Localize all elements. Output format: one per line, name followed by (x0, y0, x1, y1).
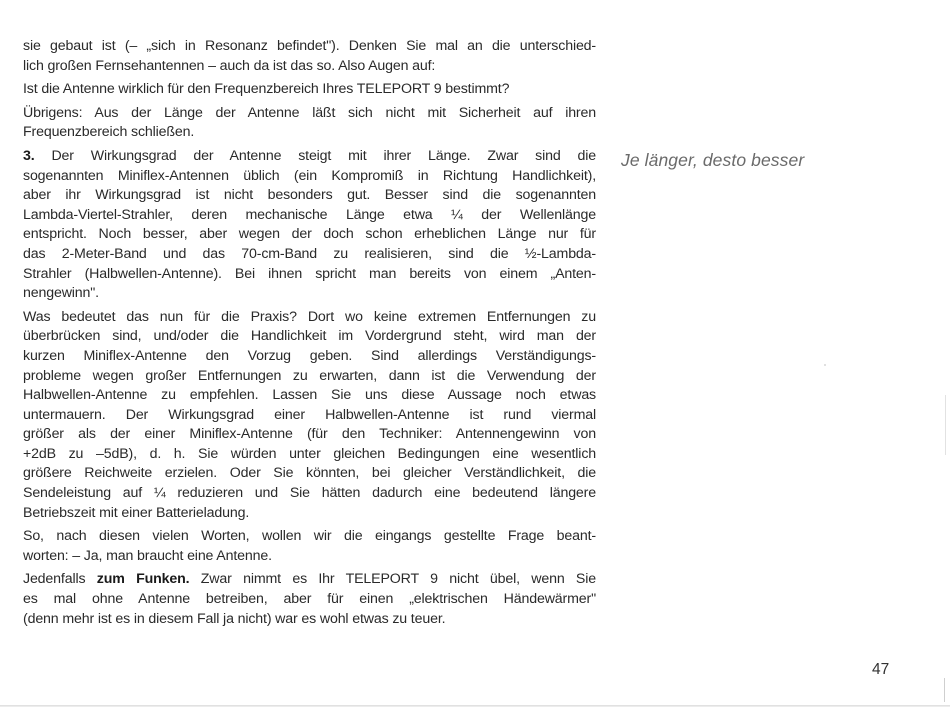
paragraph-conclusion (23, 570, 596, 629)
text-line: probleme wegen großer Entfernungen zu erwarten, dann ist die Verwendung der (23, 367, 596, 384)
text-line: Betriebszeit mit einer Batterieladung. (23, 504, 250, 521)
text-line: +2dB zu –5dB), d. h. Sie würden unter gleichen Bedingungen eine wesentlich (23, 445, 596, 462)
text-line: Lambda-Viertel-Strahler, deren mechanische Länge etwa ¼ der Wellenlänge (23, 206, 596, 223)
paragraph-length-note (23, 104, 596, 143)
page-bottom-edge (0, 705, 950, 707)
text-line: Was bedeutet das nun für die Praxis? Dort wo keine extremen Entfernungen zu (23, 308, 596, 325)
text-line: aber ihr Wirkungsgrad ist nicht besonders gut. Besser sind die sogenannten (23, 187, 596, 204)
text-line: sogenannten Miniflex-Antennen üblich (ein Kompromiß in Richtung Handlichkeit), (23, 167, 596, 184)
text-line: nengewinn". (23, 285, 99, 302)
text-line: So, nach diesen vielen Worten, wollen wir die eingangs gestellte Frage beant- (23, 528, 596, 545)
text-line: sie gebaut ist (– „sich in Resonanz befindet"). Denken Sie mal an die unterschied- (23, 38, 596, 54)
text-fragment: Der Wirkungsgrad der Antenne steigt mit ihrer Länge. Zwar sind die (51, 147, 596, 164)
text-line: größer als der einer Miniflex-Antenne (für den Techniker: Antennengewinn von (23, 426, 596, 443)
text-line: untermauern. Der Wirkungsgrad einer Halbwellen-Antenne ist rund viermal (23, 406, 596, 423)
text-line: größere Reichweite erzielen. Oder Sie könnten, bei gleicher Verständlichkeit, die (23, 465, 596, 482)
text-line: worten: – Ja, man braucht eine Antenne. (23, 547, 272, 564)
text-fragment: Jedenfalls (23, 571, 86, 588)
list-number: 3. (23, 147, 35, 164)
text-line: überbrücken sind, und/oder die Handlichkeit im Vordergrund steht, wird man der (23, 328, 596, 345)
text-line (23, 147, 596, 167)
text-line: (denn mehr ist es in diesem Fall ja nicht) war es wohl etwas zu teuer. (23, 610, 446, 627)
text-line: Strahler (Halbwellen-Antenne). Bei ihnen spricht man bereits von einem „Anten- (23, 265, 596, 282)
paragraph-answer (23, 527, 596, 566)
body-text-column (23, 37, 596, 633)
paragraph-resonance (23, 37, 596, 76)
text-line: Halbwellen-Antenne zu empfehlen. Lassen Sie uns diese Aussage noch etwas (23, 387, 596, 404)
margin-heading: Je länger, desto besser (621, 150, 805, 170)
paragraph-practice (23, 308, 596, 524)
text-line: Ist die Antenne wirklich für den Frequenzbereich Ihres TELEPORT 9 bestimmt? (23, 81, 510, 98)
paragraph-efficiency (23, 147, 596, 304)
text-line: lich großen Fernsehantennen – auch da ist das so. Also Augen auf: (23, 57, 436, 74)
paragraph-frequency-question (23, 80, 596, 100)
text-line: Übrigens: Aus der Länge der Antenne läßt sich nicht mit Sicherheit auf ihren (23, 104, 596, 121)
scan-edge-mark (945, 395, 946, 455)
text-fragment: Zwar nimmt es Ihr TELEPORT 9 nicht übel, wenn Sie (200, 571, 596, 588)
page-number: 47 (872, 661, 890, 678)
text-line (23, 570, 596, 590)
emphasis-text: zum Funken. (96, 571, 190, 588)
text-line: Sendeleistung auf ¼ reduzieren und Sie hätten dadurch eine bedeutend längere (23, 485, 596, 502)
text-line: Frequenzbereich schließen. (23, 124, 195, 141)
text-line: entspricht. Noch besser, aber wegen der doch schon erheblichen Länge nur für (23, 226, 596, 243)
text-line: das 2-Meter-Band und das 70-cm-Band zu realisieren, sind die ½-Lambda- (23, 245, 596, 262)
text-line: es mal ohne Antenne betreiben, aber für einen „elektrischen Händewärmer" (23, 591, 596, 608)
scan-speck (824, 364, 826, 366)
text-line: kurzen Miniflex-Antenne den Vorzug geben. Sind allerdings Verständigungs- (23, 347, 596, 364)
scan-edge-mark (944, 678, 945, 702)
